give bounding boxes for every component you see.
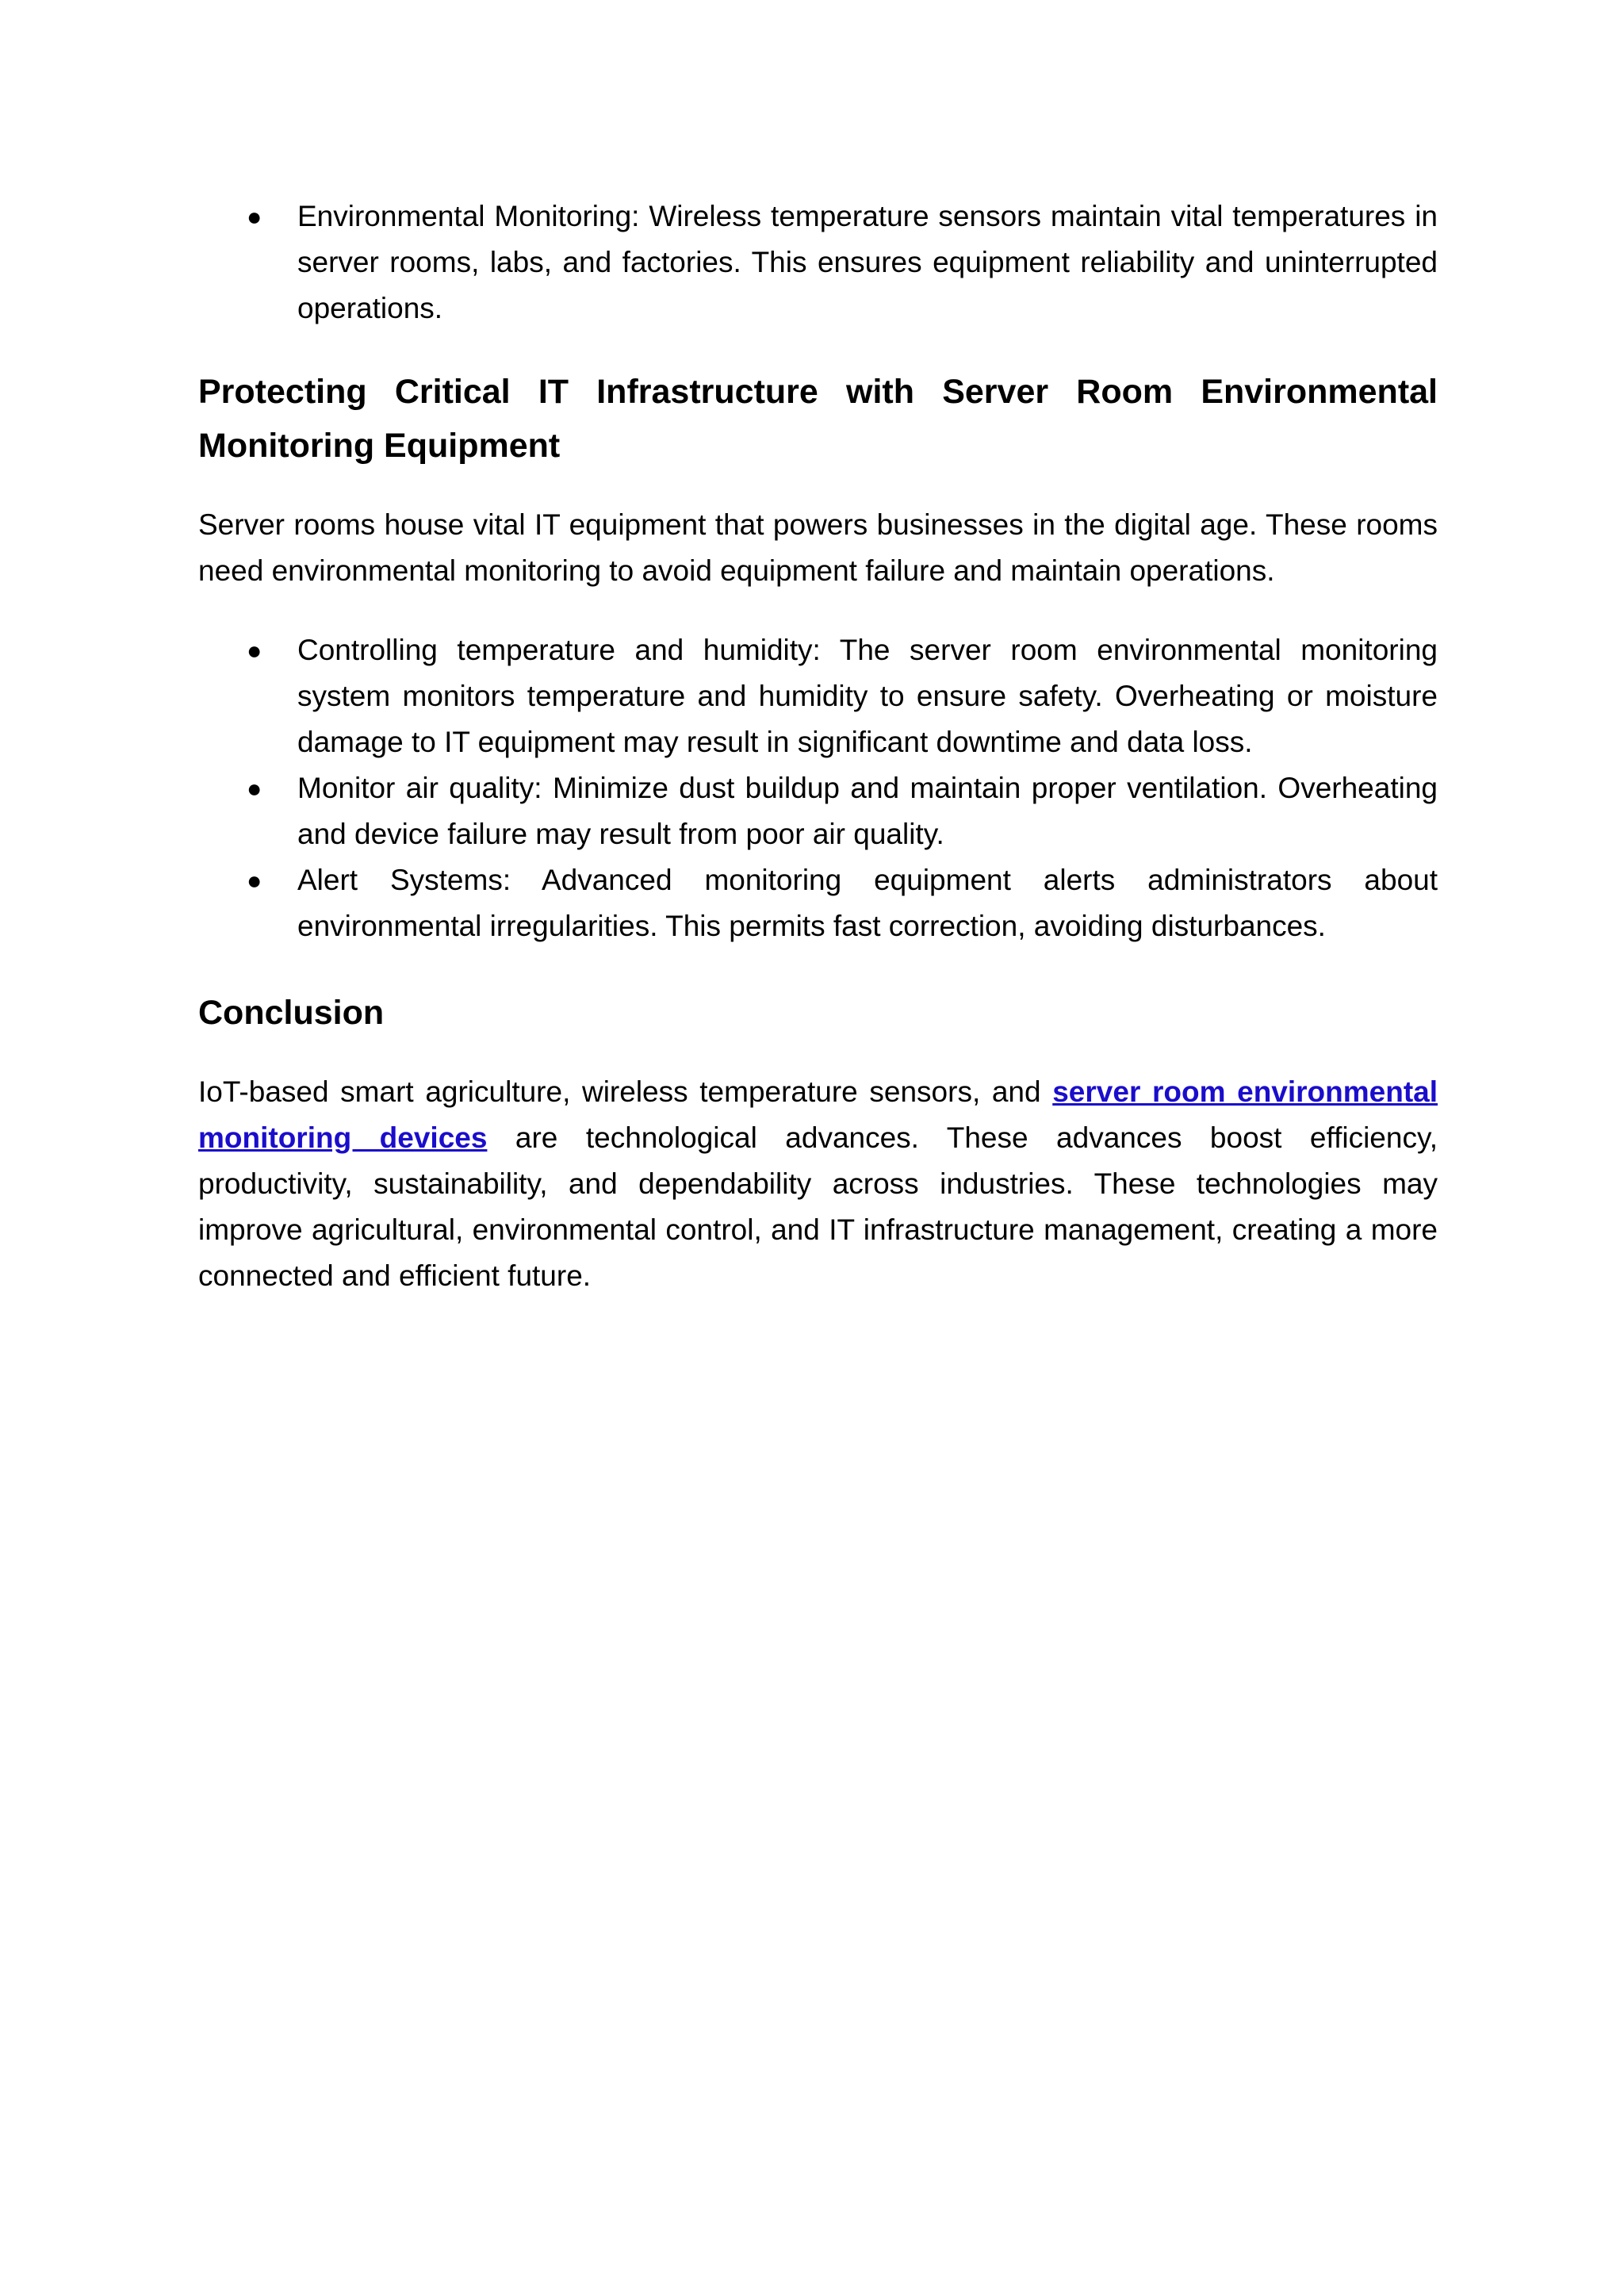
bullet-icon: ●: [247, 202, 262, 231]
list-item-text: Environmental Monitoring: Wireless temperature sensors maintain vital temperatures in server rooms, labs, and factories. This ensures equipment reliability and uninterrupted operations.: [297, 200, 1438, 324]
list-item: [198, 765, 1438, 857]
list-item-text: Monitor air quality: Minimize dust buildup and maintain proper ventilation. Overheating and device failure may result from poor air quality.: [297, 772, 1438, 850]
server-room-monitoring-link[interactable]: server room environmental monitoring devices: [198, 1075, 1438, 1154]
list-item: [198, 194, 1438, 332]
list-item: [198, 857, 1438, 949]
document-page: [198, 194, 1438, 1299]
conclusion-paragraph: [198, 1069, 1438, 1299]
bullet-icon: ●: [247, 774, 262, 803]
list-item-text: Alert Systems: Advanced monitoring equipment alerts administrators about environmental irregularities. This permits fast correction, avoiding disturbances.: [297, 864, 1438, 942]
bullet-icon: ●: [247, 866, 262, 895]
bullet-icon: ●: [247, 636, 262, 665]
bullet-list-environmental: [198, 194, 1438, 332]
bullet-list-server-room: [198, 627, 1438, 949]
conclusion-text-after: are technological advances. These advances boost efficiency, productivity, sustainability, and dependability across industries. These technologies may improve agricultural, environmental control, and IT infrastructure management, creating a more connected and efficient future.: [198, 1121, 1438, 1292]
section-heading-protecting: Protecting Critical IT Infrastructure with Server Room Environmental Monitoring Equipment: [198, 373, 1438, 465]
section-heading-conclusion: Conclusion: [198, 994, 385, 1032]
section-paragraph-server-rooms: Server rooms house vital IT equipment that powers businesses in the digital age. These rooms need environmental monitoring to avoid equipment failure and maintain operations.: [198, 508, 1438, 587]
list-item: [198, 627, 1438, 765]
list-item-text: Controlling temperature and humidity: The server room environmental monitoring system monitors temperature and humidity to ensure safety. Overheating or moisture damage to IT equipment may result in significant downtime and data loss.: [297, 634, 1438, 758]
conclusion-text-before: IoT-based smart agriculture, wireless temperature sensors, and: [198, 1075, 1053, 1108]
